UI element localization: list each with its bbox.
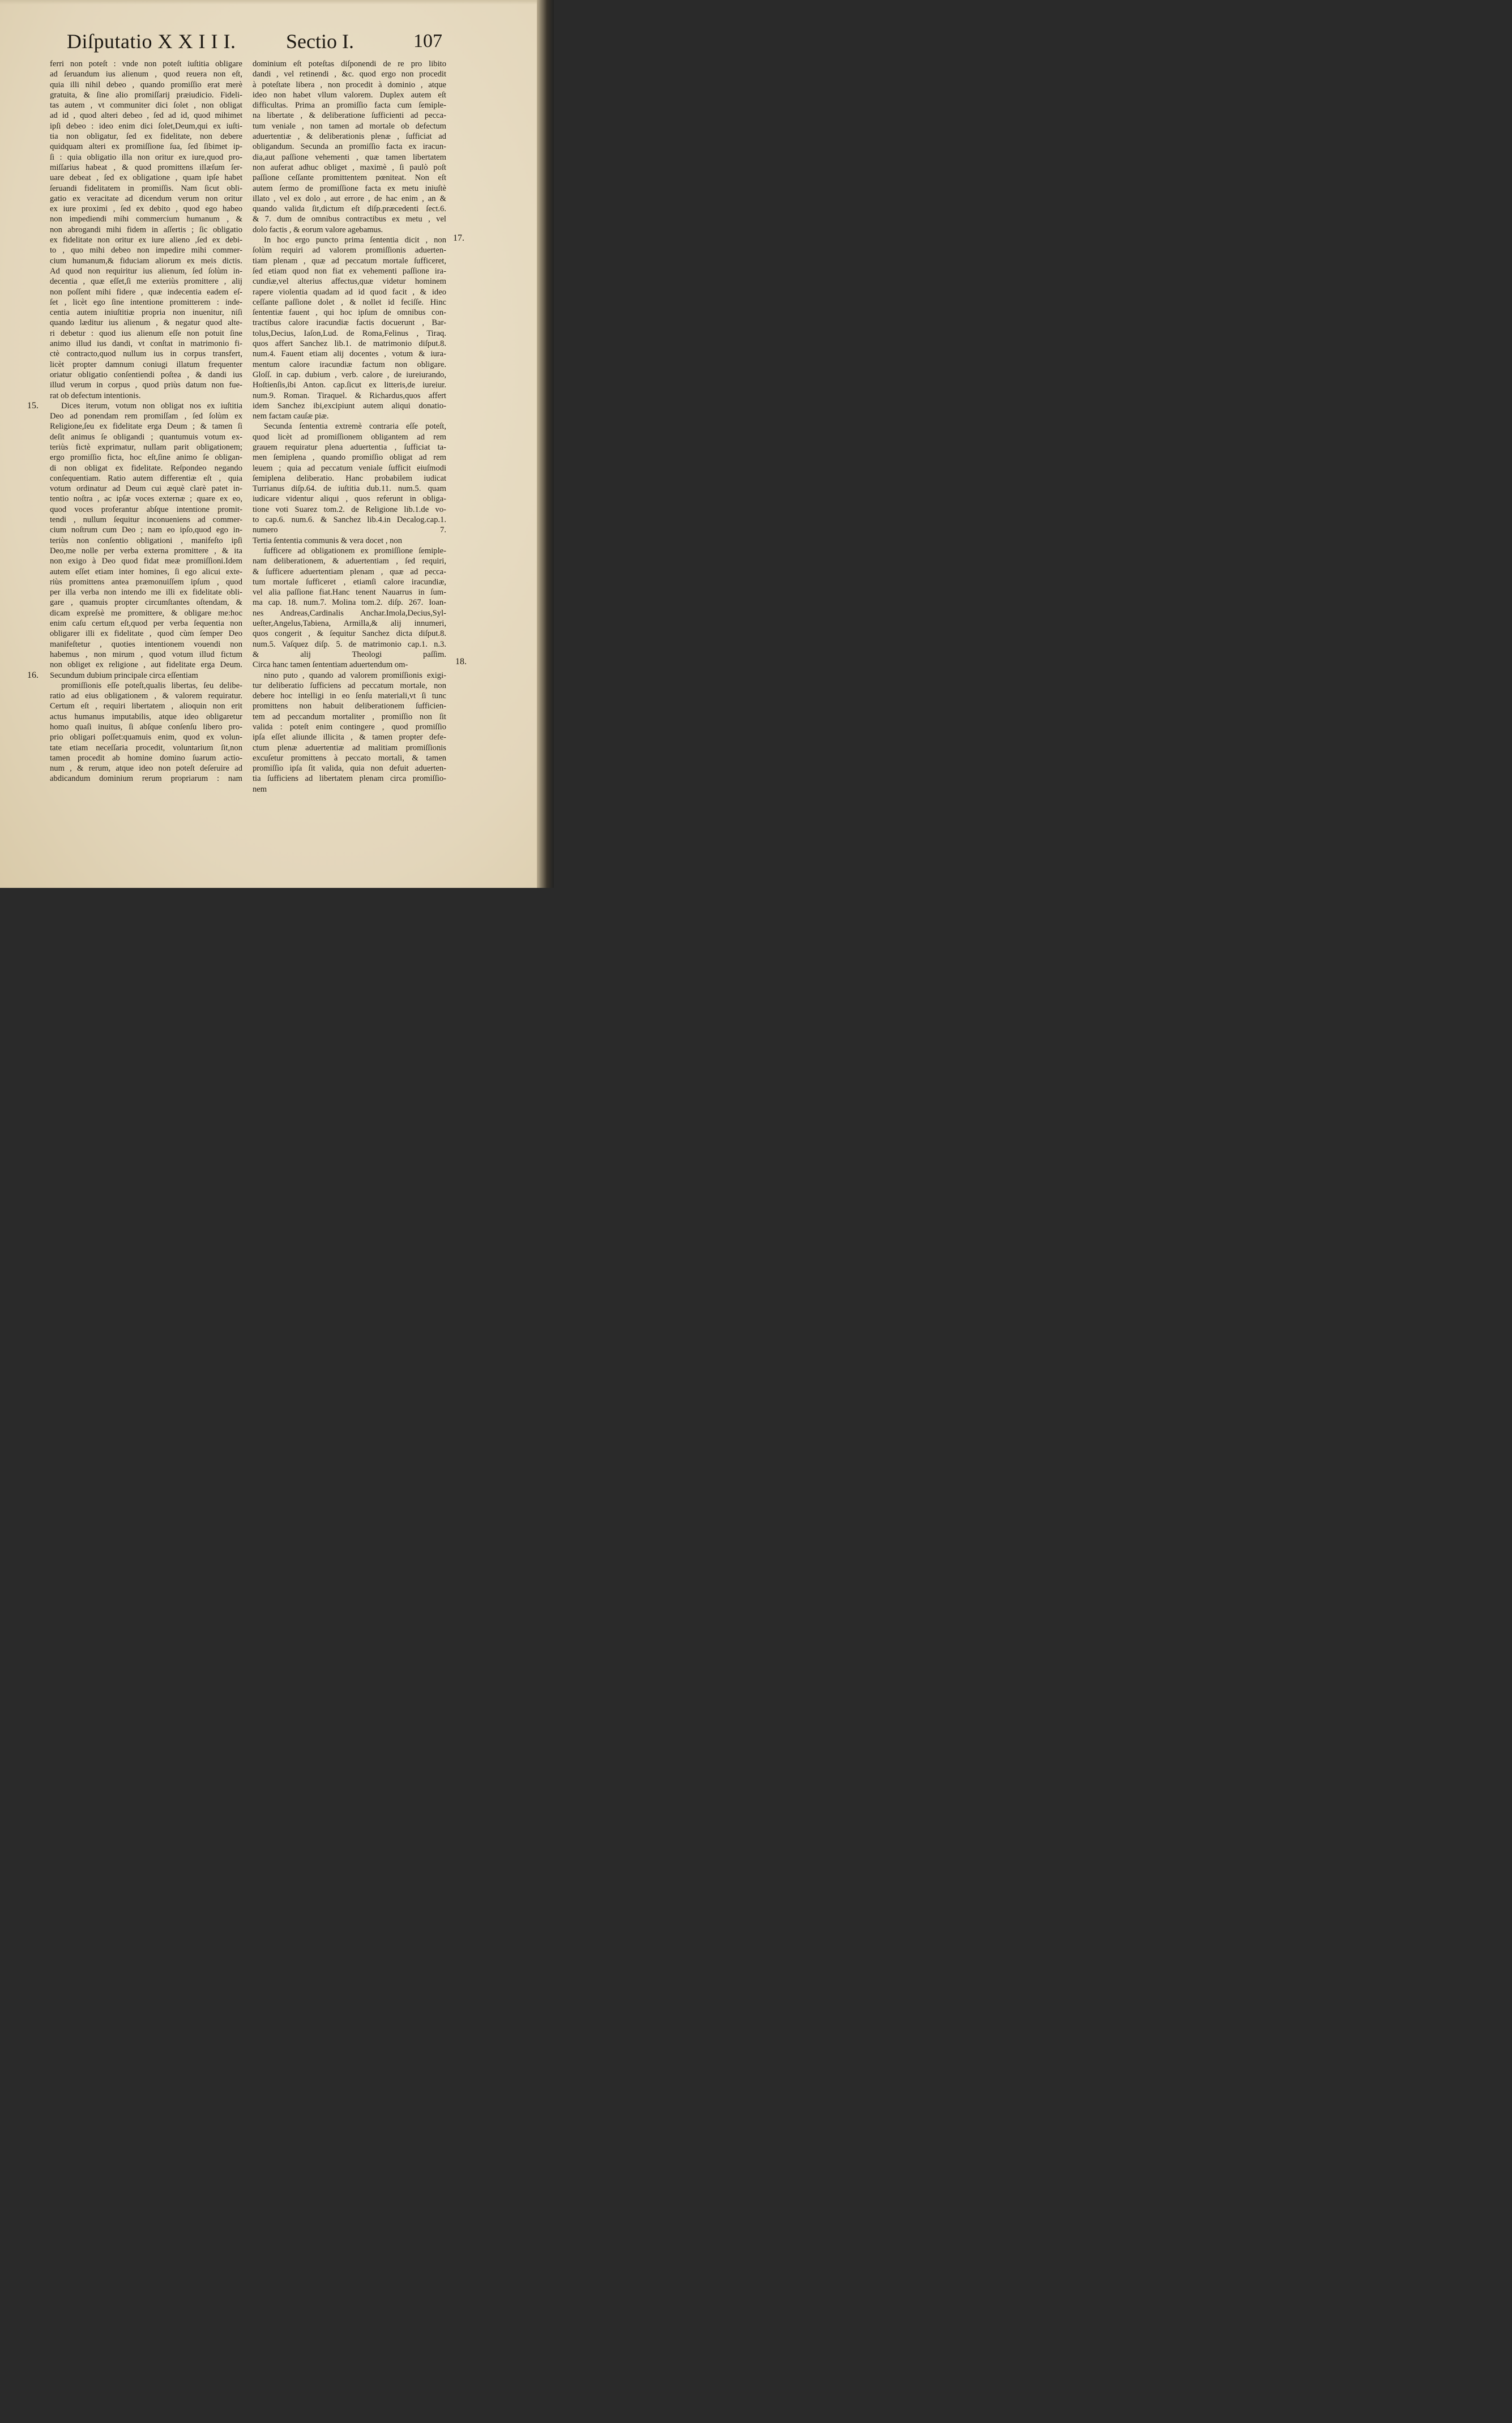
text-line: iudicare videntur aliqui , quos referunt in obliga- bbox=[253, 494, 446, 504]
text-line: Dices iterum, votum non obligat nos ex iuſtitia bbox=[61, 401, 242, 411]
text-line: quod voces proferantur abſque intentione promit- bbox=[50, 505, 242, 514]
text-line: tentio noſtra , ac ipſæ voces externæ ; quare ex eo, bbox=[50, 494, 242, 504]
text-line: non auferat adhuc obliget , maximè , ſi paulò poſt bbox=[253, 163, 446, 172]
text-line: licèt propter damnum coniugi illatum frequenter bbox=[50, 360, 242, 369]
text-line: Gloſſ. in cap. dubium , verb. calore , de iureiurando, bbox=[253, 370, 446, 379]
text-line: uare debeat , ſed ex obligatione , quam ipſe habet bbox=[50, 173, 242, 183]
text-line: tamen procedit ab homine domino ſuarum actio- bbox=[50, 753, 242, 763]
text-line: di non obligat ex fidelitate. Reſpondeo negando bbox=[50, 463, 242, 473]
text-line: ri debetur : quod ius alienum eſſe non potuit ſine bbox=[50, 328, 242, 338]
running-head-section: Sectio I. bbox=[286, 30, 354, 53]
text-line: non obliget ex religione , aut fidelitate erga Deum. bbox=[50, 660, 242, 670]
margin-number-16: 16. bbox=[27, 670, 39, 680]
text-line: ex iure proximi , ſed ex debito , quod ego habeo bbox=[50, 204, 242, 214]
text-line: cium noſtrum cum Deo ; nam eo ipſo,quod ego in- bbox=[50, 525, 242, 535]
text-line: aduertentiæ , & deliberationis plenæ , ſufficiat ad bbox=[253, 132, 446, 142]
text-line: ueſter,Angelus,Tabiena, Armilla,& alij innumeri, bbox=[253, 619, 446, 629]
page-top-edge bbox=[0, 0, 537, 5]
text-line: votum ordinatur ad Deum cui æquè clarè patet in- bbox=[50, 484, 242, 494]
text-line: idem Sanchez ibi,excipiunt autem aliqui donatio- bbox=[253, 401, 446, 411]
text-line: non impediendi mihi commercium humanum , & bbox=[50, 215, 242, 224]
text-line: prio obligari poſſet:quamuis enim, quod ex volun- bbox=[50, 733, 242, 742]
text-line: ipſi debeo : ideo enim dici ſolet,Deum,qui ex iuſti- bbox=[50, 121, 242, 131]
right-text-column bbox=[253, 59, 446, 794]
text-line: quando læditur ius alienum , & negatur quod alte- bbox=[50, 318, 242, 328]
text-line: promittens non habuit deliberationem ſufficien- bbox=[253, 702, 446, 711]
text-line: Ad quod non requiritur ius alienum, ſed ſolùm in- bbox=[50, 266, 242, 276]
text-line: numero 7. bbox=[253, 525, 446, 535]
text-line: dicam expreſsè me promittere, & obligare me:hoc bbox=[50, 608, 242, 618]
text-line: tum veniale , non tamen ad mortale ob defectum bbox=[253, 121, 446, 131]
text-line: miſſarius habeat , & quod promittens illæſum ſer- bbox=[50, 163, 242, 172]
page-number: 107 bbox=[413, 31, 442, 52]
text-line: obligarer illi ex fidelitate , quod cùm ſemper Deo bbox=[50, 629, 242, 639]
text-line: decentia , quæ eſſet,ſi me exteriùs promittere , alij bbox=[50, 277, 242, 287]
text-line: ctè contracto,quod nullum ius in corpus transfert, bbox=[50, 349, 242, 359]
text-line: autem ſermo de promiſſione facta ex metu iniuſtè bbox=[253, 183, 446, 193]
text-line: gatio ex veracitate ad dicendum verum non oritur bbox=[50, 194, 242, 203]
text-line: tia non obligatur, ſed ex fidelitate, non debere bbox=[50, 132, 242, 142]
text-line: paſſione ceſſante promittentem pœniteat. Non eſt bbox=[253, 173, 446, 183]
text-line: ma cap. 18. num.7. Molina tom.2. diſp. 267. Ioan- bbox=[253, 598, 446, 608]
text-line: ſemiplena deliberatio. Hanc probabilem iudicat bbox=[253, 473, 446, 483]
text-line: dia,aut paſſione vehementi , quæ tamen libertatem bbox=[253, 152, 446, 162]
text-line: ſed etiam quod non fiat ex vehementi paſſione ira- bbox=[253, 266, 446, 276]
text-line: tractibus calore iracundiæ factis docuerunt , Bar- bbox=[253, 318, 446, 328]
text-line: ferri non poteſt : vnde non poteſt iuſtitia obligare bbox=[50, 59, 242, 69]
text-line: teriùs non conſentio obligationi , manifeſto ipſi bbox=[50, 536, 242, 545]
left-text-column bbox=[50, 59, 242, 784]
page-binding-edge bbox=[537, 0, 554, 888]
book-page bbox=[0, 0, 537, 888]
text-line: tem ad peccandum mortaliter , promiſſio non ſit bbox=[253, 712, 446, 721]
text-line: non exigo à Deo quod fidat meæ promiſſioni.Idem bbox=[50, 557, 242, 566]
text-line: abdicandum dominium rerum propriarum : nam bbox=[50, 774, 242, 784]
text-line: ad ſeruandum ius alienum , quod reuera non eſt, bbox=[50, 70, 242, 79]
text-line: oriatur obligatio conſentiendi poſtea , & dandi ius bbox=[50, 370, 242, 379]
text-line: dandi , vel retinendi , &c. quod ergo non procedit bbox=[253, 70, 446, 79]
text-line: mentum calore iracundiæ factum non obligare. bbox=[253, 360, 446, 369]
text-line: non poſſent mihi fidere , quæ indecentia eadem eſ- bbox=[50, 287, 242, 297]
text-line: animo illud ius dandi, vt conſtat in matrimonio fi- bbox=[50, 339, 242, 349]
text-line: Circa hanc tamen ſententiam aduertendum om- bbox=[253, 660, 408, 670]
text-line: ſi : quia obligatio illa non oritur ex iure,quod pro- bbox=[50, 152, 242, 162]
text-line: autem eſſet etiam inter homines, ſi ego alicui exte- bbox=[50, 567, 242, 576]
text-line: rapere violentia quadam ad id quod facit , & ideo bbox=[253, 287, 446, 297]
text-line: tolus,Decius, Iaſon,Lud. de Roma,Felinus , Tiraq. bbox=[253, 328, 446, 338]
text-line: Turrianus diſp.64. de iuſtitia dub.11. num.5. quam bbox=[253, 484, 446, 494]
text-line: dolo factis , & eorum valore agebamus. bbox=[253, 225, 383, 234]
margin-number-17: 17. bbox=[453, 233, 464, 243]
text-line: enim caſu certum eſt,quod per verba ſequentia non bbox=[50, 619, 242, 629]
text-line: cium humanum,& fiduciam aliorum ex meis dictis. bbox=[50, 256, 242, 266]
text-line: dominium eſt poteſtas diſponendi de re pro libito bbox=[253, 59, 446, 69]
text-line: habemus , non mirum , quod votum illud fictum bbox=[50, 649, 242, 659]
text-line: to , quo mihi debeo non impedire mihi commer- bbox=[50, 246, 242, 255]
text-line: promiſſio ipſa ſit valida, quia non defuit aduerten- bbox=[253, 764, 446, 774]
text-line: ſententiæ fauent , qui hoc ipſum de omnibus con- bbox=[253, 308, 446, 318]
margin-number-18: 18. bbox=[455, 657, 467, 666]
text-line: tas autem , vt communiter dici ſolet , non obligat bbox=[50, 101, 242, 110]
text-line: ctum plenæ aduertentiæ ad malitiam promiſſionis bbox=[253, 743, 446, 753]
text-line: difficultas. Prima an promiſſio facta cum ſemiple- bbox=[253, 101, 446, 110]
text-line: Deo ad ponendam rem promiſſam , ſed ſolùm ex bbox=[50, 412, 242, 421]
text-line: na libertate , & deliberatione ſufficienti ad pecca- bbox=[253, 111, 446, 121]
text-line: ceſſante paſſione dolet , & nollet id feciſſe. Hinc bbox=[253, 297, 446, 307]
text-line: num.9. Roman. Tiraquel. & Richardus,quos affert bbox=[253, 391, 446, 400]
text-line: Religione,ſeu ex fidelitate erga Deum ; & tamen ſi bbox=[50, 422, 242, 431]
text-line: tendi , nullum ſequitur inconueniens ad commer- bbox=[50, 515, 242, 525]
text-line: homo quaſi inuitus, ſi abſque conſenſu libero pro- bbox=[50, 723, 242, 732]
text-line: tur deliberatio ſufficiens ad peccatum mortale, non bbox=[253, 681, 446, 690]
text-line: riùs promittens antea præmonuiſſem ipſum , quod bbox=[50, 577, 242, 587]
text-line: ad id , quod alteri debeo , ſed ad id, quod mihimet bbox=[50, 111, 242, 121]
margin-number-15: 15. bbox=[27, 401, 39, 411]
text-line: ideo non habet vllum valorem. Duplex autem eſt bbox=[253, 90, 446, 100]
text-line: ergo promiſſio ficta, hoc eſt,ſine animo ſe obligan- bbox=[50, 453, 242, 463]
text-line: rat ob defectum intentionis. bbox=[50, 391, 141, 400]
text-line: illato , vel ex dolo , aut errore , de hac enim , an & bbox=[253, 194, 446, 203]
text-line: promiſſionis eſſe poteſt,qualis libertas, ſeu delibe- bbox=[61, 681, 242, 690]
text-line: grauem requiratur plena aduertentia , ſufficiat ta- bbox=[253, 442, 446, 452]
text-line: men ſemiplena , quando promiſſio obligat ad rem bbox=[253, 453, 446, 463]
text-line: gratuita, & ſine alio promiſſarij præiudicio. Fideli- bbox=[50, 90, 242, 100]
text-line: à poteſtate libera , non procedit à dominio , atque bbox=[253, 80, 446, 89]
text-line: num.5. Vaſquez diſp. 5. de matrimonio cap.1. n.3. bbox=[253, 639, 446, 649]
text-line: ipſa eſſet aliunde illicita , & tamen propter defe- bbox=[253, 733, 446, 742]
text-line: nino puto , quando ad valorem promiſſionis exigi- bbox=[264, 670, 446, 680]
text-line: nem bbox=[253, 784, 267, 794]
text-line: nes Andreas,Cardinalis Anchar.Imola,Decius,Syl- bbox=[253, 608, 446, 618]
text-line: manifeſtetur , quoties intentionem vouendi non bbox=[50, 639, 242, 649]
text-line: tum mortale ſufficeret , etiamſi calore iracundiæ, bbox=[253, 577, 446, 587]
text-line: & 7. dum de omnibus contractibus ex metu , vel bbox=[253, 215, 446, 224]
text-line: quos congerit , & ſequitur Sanchez dicta diſput.8. bbox=[253, 629, 446, 639]
text-line: In hoc ergo puncto prima ſententia dicit , non bbox=[264, 236, 446, 245]
text-line: leuem ; quia ad peccatum veniale ſufficit eiuſmodi bbox=[253, 463, 446, 473]
text-line: non abrogandi mihi fidem in aſſertis ; ſic obligatio bbox=[50, 225, 242, 234]
text-line: Tertia ſententia communis & vera docet , non bbox=[253, 536, 403, 545]
text-line: quos affert Sanchez lib.1. de matrimonio diſput.8. bbox=[253, 339, 446, 349]
text-line: excuſetur promittens à peccato mortali, & tamen bbox=[253, 753, 446, 763]
text-line: & ſufficere aduertentiam plenam , quæ ad pecca- bbox=[253, 567, 446, 576]
text-line: tione voti Suarez tom.2. de Religione lib.1.de vo- bbox=[253, 505, 446, 514]
text-line: ſolùm requiri ad valorem promiſſionis aduerten- bbox=[253, 246, 446, 255]
text-line: centia autem iniuſtitiæ propria non inuenitur, niſi bbox=[50, 308, 242, 318]
text-line: valida : poteſt enim contingere , quod promiſſio bbox=[253, 723, 446, 732]
text-line: illud verum in corpus , quod priùs datum non fue- bbox=[50, 381, 242, 390]
text-line: ſeruandi fidelitatem in promiſſis. Nam ſicut obli- bbox=[50, 183, 242, 193]
text-line: quando valida ſit,dictum eſt diſp.præcedenti ſect.6. bbox=[253, 204, 446, 214]
text-line: tia ſufficiens ad libertatem plenam circa promiſſio- bbox=[253, 774, 446, 784]
text-line: Deo,me nolle per verba externa promittere , & ita bbox=[50, 546, 242, 555]
text-line: obligandum. Secunda an promiſſio facta ex iracun- bbox=[253, 142, 446, 152]
text-line: nam deliberationem, & aduertentiam , ſed requiri, bbox=[253, 557, 446, 566]
text-line: tate etiam neceſſaria procedit, voluntarium ſit,non bbox=[50, 743, 242, 753]
text-line: nem factam cauſæ piæ. bbox=[253, 412, 329, 421]
running-head-disputation: Diſputatio X X I I I. bbox=[67, 30, 236, 53]
text-line: Certum eſt , requiri libertatem , alioquin non erit bbox=[50, 702, 242, 711]
text-line: num.4. Fauent etiam alij docentes , votum & iura- bbox=[253, 349, 446, 359]
text-line: deſit animus ſe obligandi ; quantumuis votum ex- bbox=[50, 432, 242, 442]
text-line: debere hoc intelligi in eo ſenſu materiali,vt ſi tunc bbox=[253, 691, 446, 701]
text-line: to cap.6. num.6. & Sanchez lib.4.in Decalog.cap.1. bbox=[253, 515, 446, 525]
text-line: ſufficere ad obligationem ex promiſſione ſemiple- bbox=[264, 546, 446, 555]
text-line: tiam plenam , quæ ad peccatum mortale ſufficeret, bbox=[253, 256, 446, 266]
text-line: ratio ad eius obligationem , & valorem requiratur. bbox=[50, 691, 242, 701]
text-line: quidquam alteri ex promiſſione ſua, ſed ſibimet ip- bbox=[50, 142, 242, 152]
text-line: conſequentiam. Ratio autem differentiæ eſt , quia bbox=[50, 473, 242, 483]
text-line: & alij Theologi paſſim. bbox=[253, 649, 446, 659]
text-line: Secunda ſententia extremè contraria eſſe poteſt, bbox=[264, 422, 446, 431]
text-line: quod licèt ad promiſſionem obligantem ad rem bbox=[253, 432, 446, 442]
text-line: teriùs fictè exprimatur, nullam parit obligationem; bbox=[50, 442, 242, 452]
text-line: actus humanus imputabilis, atque ideo obligaretur bbox=[50, 712, 242, 721]
text-line: per illa verba non intendo me illi ex fidelitate obli- bbox=[50, 588, 242, 597]
text-line: vel alia paſſione fiat.Hanc tenent Nauarrus in ſum- bbox=[253, 588, 446, 597]
text-line: ex fidelitate non oritur ex iure alieno ,ſed ex debi- bbox=[50, 236, 242, 245]
text-line: quia illi nihil debeo , quando promiſſio erat merè bbox=[50, 80, 242, 89]
text-line: ſet , licèt ego ſine intentione promitterem : inde- bbox=[50, 297, 242, 307]
text-line: num , & rerum, atque ideo non poteſt deſeruire ad bbox=[50, 764, 242, 774]
text-line: Secundum dubium principale circa eſſentiam bbox=[50, 670, 198, 680]
text-line: Hoſtienſis,ibi Anton. cap.ſicut ex litteris,de iureiur. bbox=[253, 381, 446, 390]
text-line: gare , quamuis propter circumſtantes oſtendam, & bbox=[50, 598, 242, 608]
text-line: cundiæ,vel alterius affectus,quæ videtur hominem bbox=[253, 277, 446, 287]
